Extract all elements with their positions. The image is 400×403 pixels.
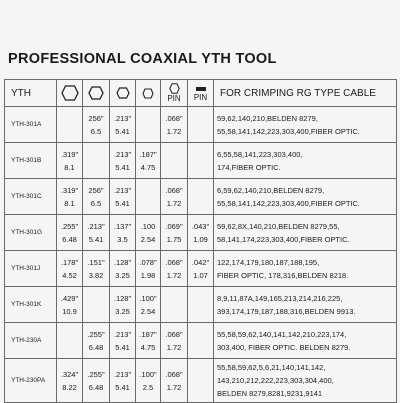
dimension-cell: [161, 215, 188, 251]
dimension-cell: [110, 215, 136, 251]
dimension-cell: [57, 251, 83, 287]
inch-value: .128": [113, 257, 132, 267]
dimension-cell: [188, 143, 214, 179]
dimension-cell: [57, 143, 83, 179]
inch-value: .100": [139, 369, 157, 379]
mm-value: 8.22: [62, 382, 77, 392]
mm-value: 3.25: [115, 270, 130, 280]
dimension-cell: [161, 107, 188, 143]
dimension-cell: [110, 359, 136, 403]
dimension-cell: [83, 179, 110, 215]
page-title: PROFESSIONAL COAXIAL YTH TOOL: [8, 51, 277, 67]
dimension-cell: [161, 287, 188, 323]
inch-value: [188, 111, 213, 125]
inch-value: .213": [113, 185, 132, 195]
dimension-cell: [188, 107, 214, 143]
round-pin-icon: [169, 83, 180, 94]
dimension-cell: [188, 323, 214, 359]
dimension-cell: [83, 215, 110, 251]
inch-value: .255": [87, 369, 105, 379]
header-row: [5, 80, 397, 107]
inch-value: .042": [191, 257, 210, 267]
inch-value: .068": [165, 257, 183, 267]
cable-line: 122,174,179,180,187,188,195,: [217, 257, 320, 267]
mm-value: 10.9: [62, 306, 77, 316]
mm-value: 5.41: [115, 342, 130, 352]
cable-line: 393,174,179,187,188,316,BELDEN 9913.: [217, 306, 356, 316]
inch-value: .128": [113, 293, 132, 303]
inch-value: .137": [113, 221, 132, 231]
small-hex-column-header: [110, 80, 136, 107]
medium-hex-icon: [88, 86, 104, 100]
mm-value: 6.5: [90, 126, 102, 136]
cable-line: 55,58,59,62,140,141,142,210,223,174,: [217, 329, 347, 339]
mm-value: [188, 305, 213, 319]
inch-value: 256": [88, 185, 104, 195]
cable-cell: [214, 107, 397, 143]
flat-pin-column-header: [188, 80, 214, 107]
inch-value: .213": [113, 149, 132, 159]
inch-value: .255": [60, 221, 79, 231]
cable-line: 8,9,11,87A,149,165,213,214,216,225,: [217, 293, 343, 303]
table-row: [5, 359, 397, 403]
inch-value: .043": [191, 221, 210, 231]
inch-value: .100": [139, 293, 157, 303]
model-cell: YTH-301B: [5, 143, 57, 179]
mm-value: 4.52: [62, 270, 77, 280]
dimension-cell: [57, 287, 83, 323]
mm-value: [188, 197, 213, 211]
cable-line: FIBER OPTIC, 178,316,BELDEN 8218.: [217, 270, 349, 280]
dimension-cell: [83, 143, 110, 179]
model-column-header: YTH: [5, 80, 57, 107]
mm-value: 1.72: [166, 270, 182, 280]
dimension-cell: [161, 359, 188, 403]
dimension-cell: [110, 323, 136, 359]
mm-value: 8.1: [64, 198, 75, 208]
dimension-cell: [57, 323, 83, 359]
cable-line: 55,58,59,62,5,6,21,140,141,142,: [217, 363, 326, 372]
mm-value: 1.72: [166, 198, 182, 208]
medium-hex-column-header: [83, 80, 110, 107]
inch-value: [188, 291, 213, 305]
model-cell: YTH-301A: [5, 107, 57, 143]
dimension-cell: [188, 251, 214, 287]
inch-value: [188, 327, 213, 341]
mm-value: 1.72: [166, 342, 182, 352]
dimension-cell: [161, 251, 188, 287]
dimension-cell: [110, 143, 136, 179]
inch-value: .068": [165, 113, 183, 123]
inch-value: .319": [60, 149, 79, 159]
mm-value: 6.48: [88, 382, 104, 392]
cable-line: 58,141,174,223,303,400,FIBER OPTIC.: [217, 234, 350, 244]
inch-value: .429": [60, 293, 79, 303]
dimension-cell: [110, 179, 136, 215]
inch-value: .213": [87, 221, 105, 231]
mm-value: 5.41: [115, 162, 130, 172]
flat-pin-icon: [195, 85, 207, 93]
dimension-cell: [83, 359, 110, 403]
mm-value: 1.72: [166, 126, 182, 136]
cable-line: 59,62,140,210,BELDEN 8279,: [217, 113, 318, 123]
model-cell: YTH-230A: [5, 323, 57, 359]
table-row: [5, 179, 397, 215]
cable-cell: [214, 287, 397, 323]
cable-line: 59,62,8X,140,210,BELDEN 8279,55,: [217, 221, 340, 231]
large-hex-icon: [61, 85, 79, 101]
mm-value: [161, 305, 187, 319]
round-pin-label: PIN: [167, 94, 181, 103]
inch-value: .319": [60, 185, 79, 195]
inch-value: .100: [140, 221, 156, 231]
mm-value: 1.75: [166, 234, 182, 244]
inch-value: .068": [165, 185, 183, 195]
mm-value: 5.41: [115, 126, 130, 136]
dimension-cell: [188, 179, 214, 215]
mm-value: 2.54: [140, 306, 156, 316]
mm-value: 3.25: [115, 306, 130, 316]
cable-cell: [214, 179, 397, 215]
mm-value: 3.82: [88, 270, 104, 280]
mm-value: 4.75: [140, 342, 156, 352]
inch-value: [188, 183, 213, 197]
dimension-cell: [83, 323, 110, 359]
table-row: [5, 323, 397, 359]
table-row: [5, 143, 397, 179]
cable-cell: [214, 143, 397, 179]
mm-value: [188, 125, 213, 139]
mm-value: [57, 125, 82, 139]
inch-value: [161, 147, 187, 161]
inch-value: [188, 147, 213, 161]
inch-value: [57, 327, 82, 341]
model-cell: YTH-230PA: [5, 359, 57, 403]
dimension-cell: [110, 287, 136, 323]
dimension-cell: [188, 215, 214, 251]
mm-value: [188, 381, 213, 395]
dimension-cell: [188, 287, 214, 323]
inch-value: .078": [139, 257, 157, 267]
table-row: [5, 287, 397, 323]
inch-value: 256": [88, 113, 104, 123]
dimension-cell: [136, 251, 161, 287]
mm-value: [83, 305, 109, 319]
cable-line: 303,400, FIBER OPTIC. BELDEN 8279.: [217, 342, 351, 352]
inch-value: .213": [113, 329, 132, 339]
mm-value: [188, 161, 213, 175]
flat-pin-label: PIN: [193, 92, 208, 102]
cable-cell: [214, 215, 397, 251]
large-hex-column-header: [57, 80, 83, 107]
dimension-cell: [136, 179, 161, 215]
dimension-cell: [161, 179, 188, 215]
dimension-cell: [161, 323, 188, 359]
mm-value: 2.54: [140, 234, 156, 244]
table-row: [5, 215, 397, 251]
mm-value: 1.07: [193, 270, 208, 280]
dimension-cell: [136, 143, 161, 179]
mm-value: 8.1: [64, 162, 75, 172]
cable-cell: [214, 251, 397, 287]
inch-value: .151": [87, 257, 105, 267]
dimension-cell: [136, 215, 161, 251]
mm-value: 5.41: [115, 382, 130, 392]
table-row: [5, 107, 397, 143]
mm-value: [188, 341, 213, 355]
mm-value: 6.48: [62, 234, 77, 244]
dimension-cell: [136, 287, 161, 323]
model-cell: YTH-301C: [5, 179, 57, 215]
mm-value: 3.5: [117, 234, 128, 244]
tiny-hex-column-header: [136, 80, 161, 107]
dimension-cell: [57, 215, 83, 251]
dimension-cell: [161, 143, 188, 179]
mm-value: 5.41: [115, 198, 130, 208]
round-pin-column-header: [161, 80, 188, 107]
mm-value: 1.72: [166, 382, 182, 392]
inch-value: .068": [165, 369, 183, 379]
inch-value: .068": [165, 329, 183, 339]
inch-value: .213": [113, 369, 132, 379]
inch-value: [83, 147, 109, 161]
mm-value: 5.41: [88, 234, 104, 244]
inch-value: .178": [60, 257, 79, 267]
mm-value: [57, 341, 82, 355]
model-cell: YTH-301G: [5, 215, 57, 251]
cable-cell: [214, 323, 397, 359]
cable-line: 55,58,141,142,223,303,400,FIBER OPTIC.: [217, 198, 361, 208]
dimension-cell: [57, 179, 83, 215]
dimension-cell: [136, 359, 161, 403]
dimension-cell: [188, 359, 214, 403]
inch-value: .255": [87, 329, 105, 339]
cable-line: 55,58,141,142,223,303,400,FIBER OPTIC.: [217, 126, 361, 136]
model-cell: YTH-301J: [5, 251, 57, 287]
inch-value: [83, 291, 109, 305]
cable-line: 6,55,58,141,223,303,400,: [217, 149, 303, 159]
inch-value: [188, 367, 213, 381]
dimension-cell: [136, 107, 161, 143]
mm-value: [83, 161, 109, 175]
mm-value: [136, 125, 160, 139]
small-hex-icon: [116, 87, 130, 99]
inch-value: .324": [60, 369, 79, 379]
cable-line: BELDEN 8279,8281,9231,9141: [217, 389, 323, 398]
tool-spec-table: [4, 79, 397, 403]
dimension-cell: [110, 251, 136, 287]
cable-column-header: FOR CRIMPING RG TYPE CABLE: [214, 80, 397, 107]
cable-line: 6,59,62,140,210,BELDEN 8279,: [217, 185, 325, 195]
inch-value: .069": [165, 221, 183, 231]
spec-rows: [5, 107, 397, 403]
mm-value: 6.5: [90, 198, 102, 208]
inch-value: .187": [139, 149, 157, 159]
dimension-cell: [57, 359, 83, 403]
dimension-cell: [83, 251, 110, 287]
mm-value: 4.75: [140, 162, 156, 172]
cable-line: 174,FIBER OPTIC.: [217, 162, 281, 172]
inch-value: .187": [139, 329, 157, 339]
dimension-cell: [83, 107, 110, 143]
table-row: [5, 251, 397, 287]
mm-value: 1.09: [193, 234, 208, 244]
cable-cell: [214, 359, 397, 403]
dimension-cell: [57, 107, 83, 143]
model-cell: YTH-301K: [5, 287, 57, 323]
tiny-hex-icon: [142, 88, 154, 99]
inch-value: [136, 111, 160, 125]
cable-line: 143,210,212,222,223,303,304,400,: [217, 376, 334, 385]
mm-value: [136, 197, 160, 211]
mm-value: 1.98: [140, 270, 156, 280]
mm-value: 6.48: [88, 342, 104, 352]
dimension-cell: [110, 107, 136, 143]
mm-value: [161, 161, 187, 175]
inch-value: [136, 183, 160, 197]
mm-value: 2.5: [142, 382, 154, 392]
dimension-cell: [136, 323, 161, 359]
dimension-cell: [83, 287, 110, 323]
inch-value: .213": [113, 113, 132, 123]
inch-value: [57, 111, 82, 125]
inch-value: [161, 291, 187, 305]
